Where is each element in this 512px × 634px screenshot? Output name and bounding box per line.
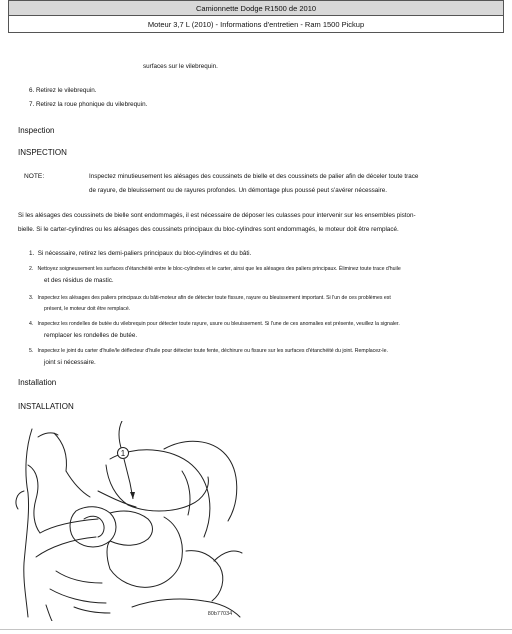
removal-step-6: 6. Retirez le vilebrequin. [29, 87, 97, 94]
document-header-subtitle: Moteur 3,7 L (2010) - Informations d'entretien - Ram 1500 Pickup [8, 15, 504, 33]
step-continuation: présent, le moteur doit être remplacé. [44, 306, 131, 312]
section-heading-installation: INSTALLATION [18, 402, 74, 411]
callout-label: 1 [120, 449, 126, 458]
note-label: NOTE: [24, 173, 45, 180]
inspection-step-2 [29, 266, 401, 272]
note-line: Inspectez minutieusement les alésages des coussinets de bielle et des coussinets de palier afin de déceler toute trace [89, 173, 419, 180]
inspection-step-4 [29, 321, 400, 327]
step-continuation: et des résidus de mastic. [44, 277, 114, 284]
step-continuation: joint si nécessaire. [44, 359, 96, 366]
step-number: 3. [29, 295, 34, 301]
step-text: Si nécessaire, retirez les demi-paliers principaux du bloc-cylindres et du bâti. [37, 250, 252, 257]
step-text: Inspectez les alésages des paliers principaux du bâti-moteur afin de détecter toute fissure, rayure ou bleuissement important. Si l'un de ces problèmes est [37, 295, 391, 301]
figure-code: 80b77034 [207, 611, 233, 617]
section-heading-inspection: INSPECTION [18, 148, 67, 157]
step-text: Inspectez le joint du carter d'huile/le déflecteur d'huile pour détecter toute fente, déchirure ou fissure sur les surfaces d'étanchéité du joint. Remplacez-le. [37, 348, 388, 354]
removal-step-7: 7. Retirez la roue phonique du vilebrequin. [29, 101, 148, 108]
step-text: Inspectez les rondelles de butée du vilebrequin pour détecter toute rayure, usure ou bleuissement. Si l'une de ces anomalies est présente, veuillez la signaler. [37, 321, 400, 327]
page-bottom-rule [0, 629, 512, 630]
body-paragraph-line: Si les alésages des coussinets de bielle sont endommagés, il est nécessaire de déposer les culasses pour intervenir sur les ensembles piston- [18, 212, 416, 219]
crankshaft-installation-figure [14, 421, 244, 621]
inspection-step-3 [29, 295, 391, 301]
step-continuation: remplacer les rondelles de butée. [44, 332, 138, 339]
section-title-inspection: Inspection [18, 126, 55, 135]
intro-fragment: surfaces sur le vilebrequin. [143, 63, 218, 70]
step-number: 2. [29, 266, 34, 272]
crankshaft-illustration [14, 421, 244, 621]
inspection-step-1 [29, 250, 251, 257]
step-text: Nettoyez soigneusement les surfaces d'étanchéité entre le bloc-cylindres et le carter, ainsi que les alésages des paliers principaux. Éliminez toute trace d'huile [37, 266, 401, 272]
note-line: de rayure, de bleuissement ou de rayures profondes. Un démontage plus poussé peut s'avérer nécessaire. [89, 187, 388, 194]
step-number: 4. [29, 321, 34, 327]
step-number: 5. [29, 348, 34, 354]
body-paragraph-line: bielle. Si le carter-cylindres ou les alésages des coussinets principaux du bloc-cylindres sont endommagés, le moteur doit être remplacé. [18, 226, 399, 233]
section-title-installation: Installation [18, 378, 57, 387]
document-header-title: Camionnette Dodge R1500 de 2010 [8, 0, 504, 16]
inspection-step-5 [29, 348, 388, 354]
step-number: 1. [29, 250, 35, 257]
